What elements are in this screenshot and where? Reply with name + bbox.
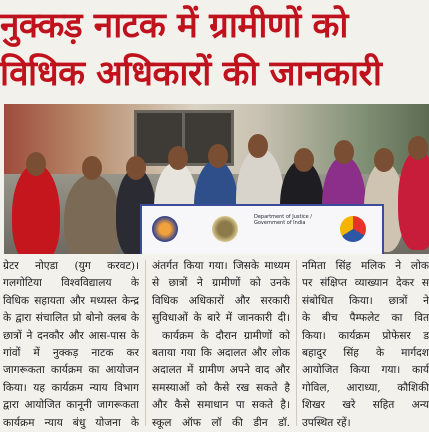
article-line: नमिता सिंह मलिक ने लोक [302,260,429,272]
person-head [374,148,394,172]
article-line: संबोधित किया। छात्रों ने [302,294,429,307]
article-line: विधिक सहायता और मध्यस्त केन्द्र [3,294,139,307]
article-line: विधिक अधिकारों और सरकारी [152,294,290,307]
article-line: किया। कार्यक्रम प्रोफेसर ड [302,329,429,342]
article-line: कार्यक्रम के दौरान ग्रामीणों को [162,329,290,342]
article-line: सुविधाओं के बारे में जानकारी दी। [152,312,290,325]
article-line: अंतर्गत किया गया। जिसके माध्यम [152,260,290,272]
article-line: किया। यह कार्यक्रम न्याय विभाग [3,381,139,394]
headline-line-1: नुक्कड़ नाटक में ग्रामीणों को [0,6,348,46]
article-line: के द्वारा संचालित प्रो बोनो क्लब के [3,312,139,325]
person-head [168,146,188,170]
article-line: समस्याओं को कैसे रख सकते है [152,381,290,394]
article-line: और कैसे समाधान पा सकते है। [152,399,290,412]
column-divider [296,260,297,426]
article-line: पर संक्षिप्त व्याख्यान देकर स [302,277,429,290]
person-head [82,156,102,180]
article-line: छात्रों ने दनकौर और आस-पास के [3,329,139,342]
article-line: बताया गया कि अदालत और लोक [152,347,290,360]
person-head [208,144,228,168]
person-head [294,148,314,172]
article-line: शिखर खरे सहित अन्य [302,399,429,412]
article-column-3 [302,258,429,432]
person-figure [398,150,429,250]
article-column-1 [3,258,139,432]
person-head [248,134,268,158]
campaign-logo-icon [340,216,366,242]
article-line: स्कूल ऑफ लॉ की डीन डॉ. [152,416,290,429]
banner-caption: Department of Justice / Government of India [254,214,312,226]
person-head [408,136,428,160]
university-logo-icon [152,216,178,242]
article-column-2 [152,258,290,432]
person-head [126,156,146,180]
person-figure [12,164,60,254]
article-line: से छात्रों ने ग्रामीणों को उनके [152,277,290,290]
article-line: जागरूकता कार्यक्रम का आयोजन [3,364,139,377]
government-emblem-icon [212,216,238,242]
article-line: गांवों में नुक्कड़ नाटक कर [3,347,139,360]
article-line: अदालत में ग्रामीण अपने वाद और [152,364,290,377]
article-line: ग्रेटर नोएडा (युग करवट)। [3,260,139,272]
article-line: उपस्थित रहें। [302,416,351,429]
person-head [334,140,354,164]
headline-line-2: विधिक अधिकारों की जानकारी [0,54,382,94]
article-line: आयोजित किया गया। कार्य [302,364,429,377]
article-line: गलगोटिया विश्वविद्यालय के [3,277,139,290]
article-line: कार्यक्रम न्याय बंधु योजना के [3,416,139,429]
column-divider [145,260,146,426]
person-figure [64,174,120,254]
article-line: के बीच पैम्फलेट का वित [302,312,429,325]
article-line: गोविल, आराध्या, कौशिकी [302,381,429,394]
article-line: बहादुर सिंह के मार्गदश [302,347,429,360]
article-line: द्वारा आयोजित कानूनी जागरूकता [3,399,139,412]
news-photo [4,104,429,254]
photo-banner [140,204,384,254]
person-head [26,152,46,176]
